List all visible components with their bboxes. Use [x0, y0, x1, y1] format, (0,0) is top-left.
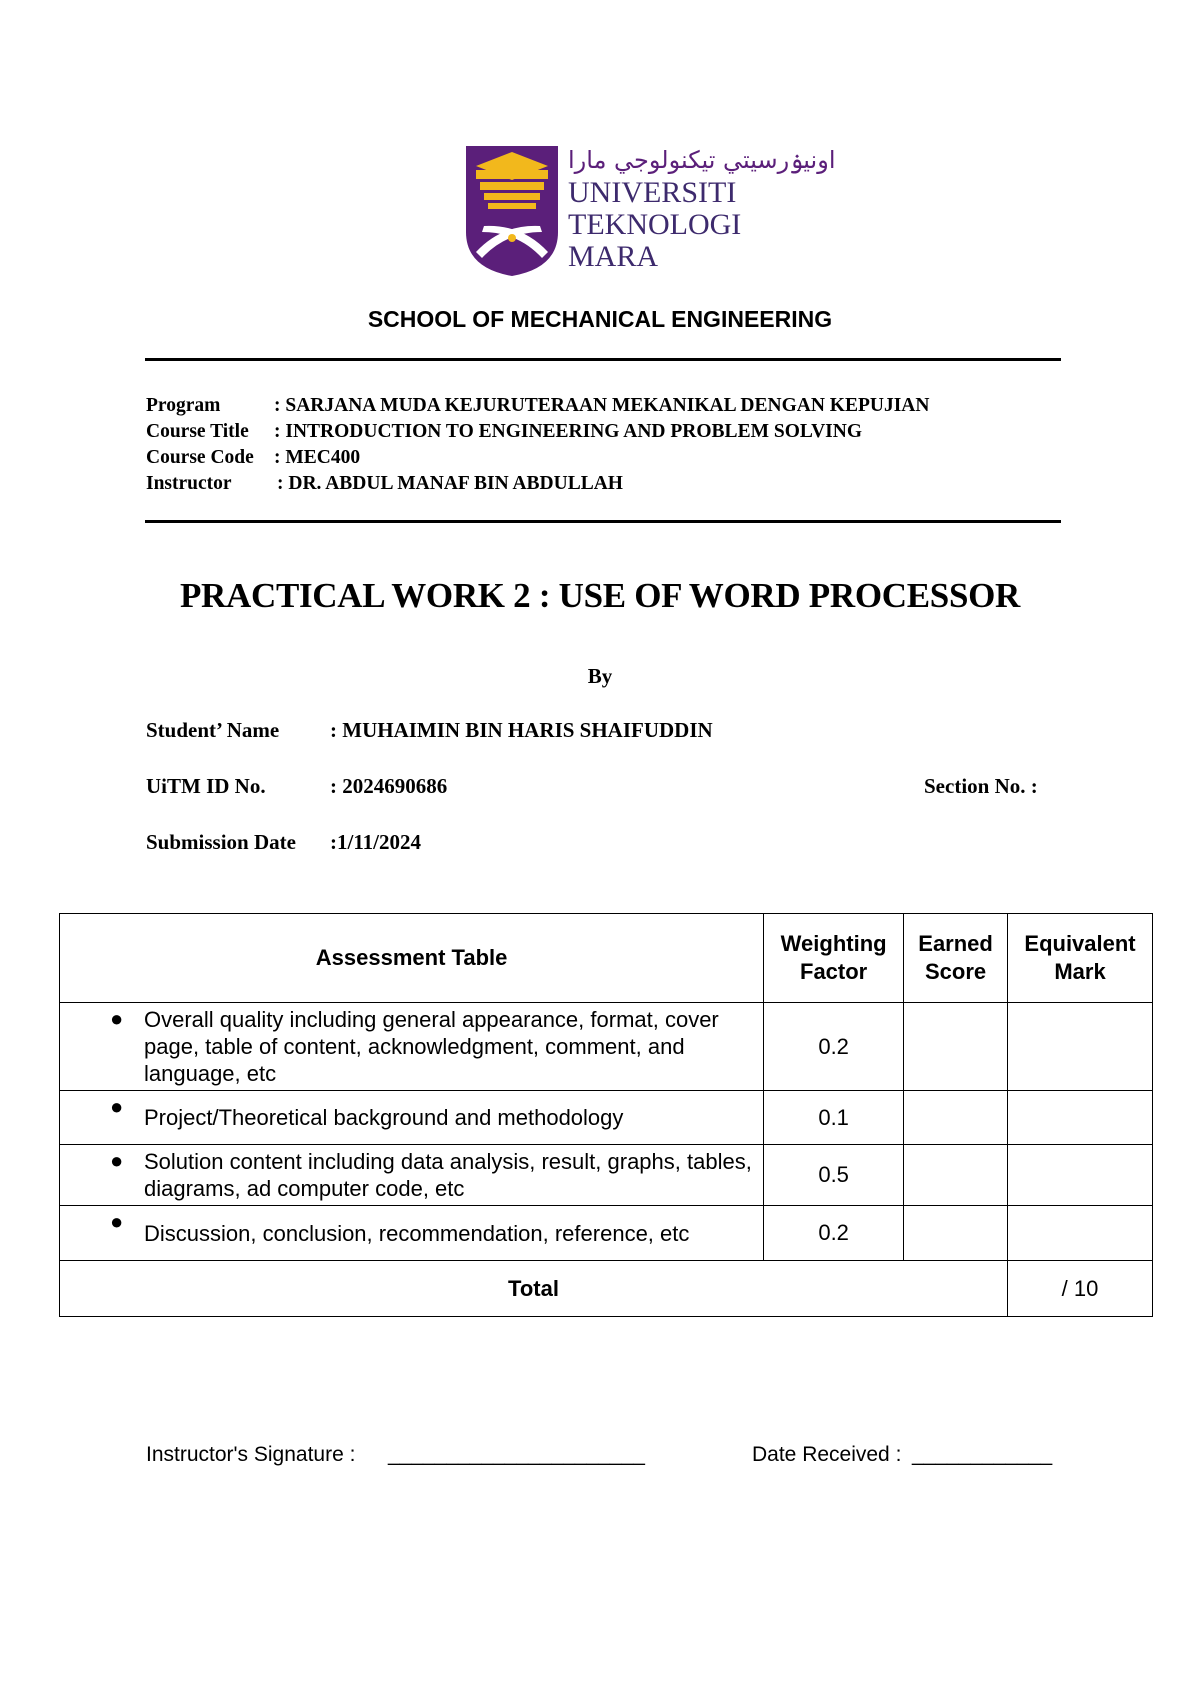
criteria-text: Overall quality including general appearance, format, cover page, table of content, acknowledgment, comment, and language, etc	[144, 1007, 719, 1086]
submission-date-label: Submission Date	[146, 830, 296, 854]
instructor-label: Instructor	[146, 473, 232, 494]
section-label: Section No. :	[924, 774, 1038, 798]
instructor-value: : DR. ABDUL MANAF BIN ABDULLAH	[277, 473, 623, 494]
weight-cell: 0.1	[764, 1091, 904, 1145]
student-name-value: : MUHAIMIN BIN HARIS SHAIFUDDIN	[330, 718, 713, 742]
table-row	[60, 1145, 1153, 1206]
divider-top	[145, 358, 1061, 361]
logo-jawi-text: اونيۏرسيتي تيكنولوجي مارا	[568, 146, 836, 174]
header-earned: Earned Score	[904, 914, 1008, 1003]
date-received-field[interactable]: ____________	[912, 1443, 1053, 1466]
student-name-label: Student’ Name	[146, 718, 280, 742]
earned-score-cell[interactable]	[904, 1091, 1008, 1145]
date-received-label: Date Received :	[752, 1443, 902, 1466]
university-logo	[462, 140, 836, 280]
equivalent-mark-cell[interactable]	[1008, 1145, 1153, 1206]
criteria-text: Project/Theoretical background and methodology	[144, 1105, 624, 1130]
table-row	[60, 1091, 1153, 1145]
table-total-row	[60, 1261, 1153, 1317]
instructor-signature-field[interactable]: ______________________	[388, 1443, 645, 1466]
course-title-label: Course Title	[146, 421, 249, 442]
student-id-value: : 2024690686	[330, 774, 448, 798]
logo-line-3: MARA	[568, 240, 659, 273]
equivalent-mark-cell[interactable]	[1008, 1091, 1153, 1145]
page-title: PRACTICAL WORK 2 : USE OF WORD PROCESSOR	[179, 576, 1021, 615]
course-code-label: Course Code	[146, 447, 254, 468]
divider-bottom	[145, 520, 1061, 523]
school-name: SCHOOL OF MECHANICAL ENGINEERING	[367, 306, 833, 332]
criteria-text: Solution content including data analysis, result, graphs, tables, diagrams, ad computer code, etc	[144, 1149, 752, 1201]
equivalent-mark-cell[interactable]	[1008, 1206, 1153, 1261]
bullet-icon: ●	[110, 1006, 124, 1031]
total-label: Total	[60, 1261, 1008, 1317]
header-assessment: Assessment Table	[60, 914, 764, 1003]
logo-line-1: UNIVERSITI	[568, 176, 737, 209]
table-header-row	[60, 914, 1153, 1003]
criteria-text: Discussion, conclusion, recommendation, reference, etc	[144, 1220, 690, 1246]
header-equivalent: Equivalent Mark	[1008, 914, 1153, 1003]
student-id-label: UiTM ID No.	[146, 774, 266, 798]
course-code-value: : MEC400	[274, 447, 361, 468]
header-weighting: Weighting Factor	[764, 914, 904, 1003]
bullet-icon: ●	[110, 1094, 124, 1119]
instructor-signature-label: Instructor's Signature :	[146, 1443, 356, 1466]
table-row	[60, 1003, 1153, 1091]
by-label: By	[587, 664, 613, 688]
program-label: Program	[146, 395, 221, 416]
submission-date-value: :1/11/2024	[330, 830, 422, 854]
earned-score-cell[interactable]	[904, 1145, 1008, 1206]
assessment-table	[59, 913, 1153, 1317]
weight-cell: 0.5	[764, 1145, 904, 1206]
equivalent-mark-cell[interactable]	[1008, 1003, 1153, 1091]
course-title-value: : INTRODUCTION TO ENGINEERING AND PROBLEM SOLVING	[274, 421, 862, 442]
weight-cell: 0.2	[764, 1003, 904, 1091]
table-row	[60, 1206, 1153, 1261]
program-value: : SARJANA MUDA KEJURUTERAAN MEKANIKAL DENGAN KEPUJIAN	[274, 395, 930, 416]
bullet-icon: ●	[110, 1209, 124, 1234]
bullet-icon: ●	[110, 1148, 124, 1173]
earned-score-cell[interactable]	[904, 1206, 1008, 1261]
earned-score-cell[interactable]	[904, 1003, 1008, 1091]
total-value[interactable]: / 10	[1008, 1261, 1153, 1317]
logo-line-2: TEKNOLOGI	[568, 208, 742, 241]
weight-cell: 0.2	[764, 1206, 904, 1261]
